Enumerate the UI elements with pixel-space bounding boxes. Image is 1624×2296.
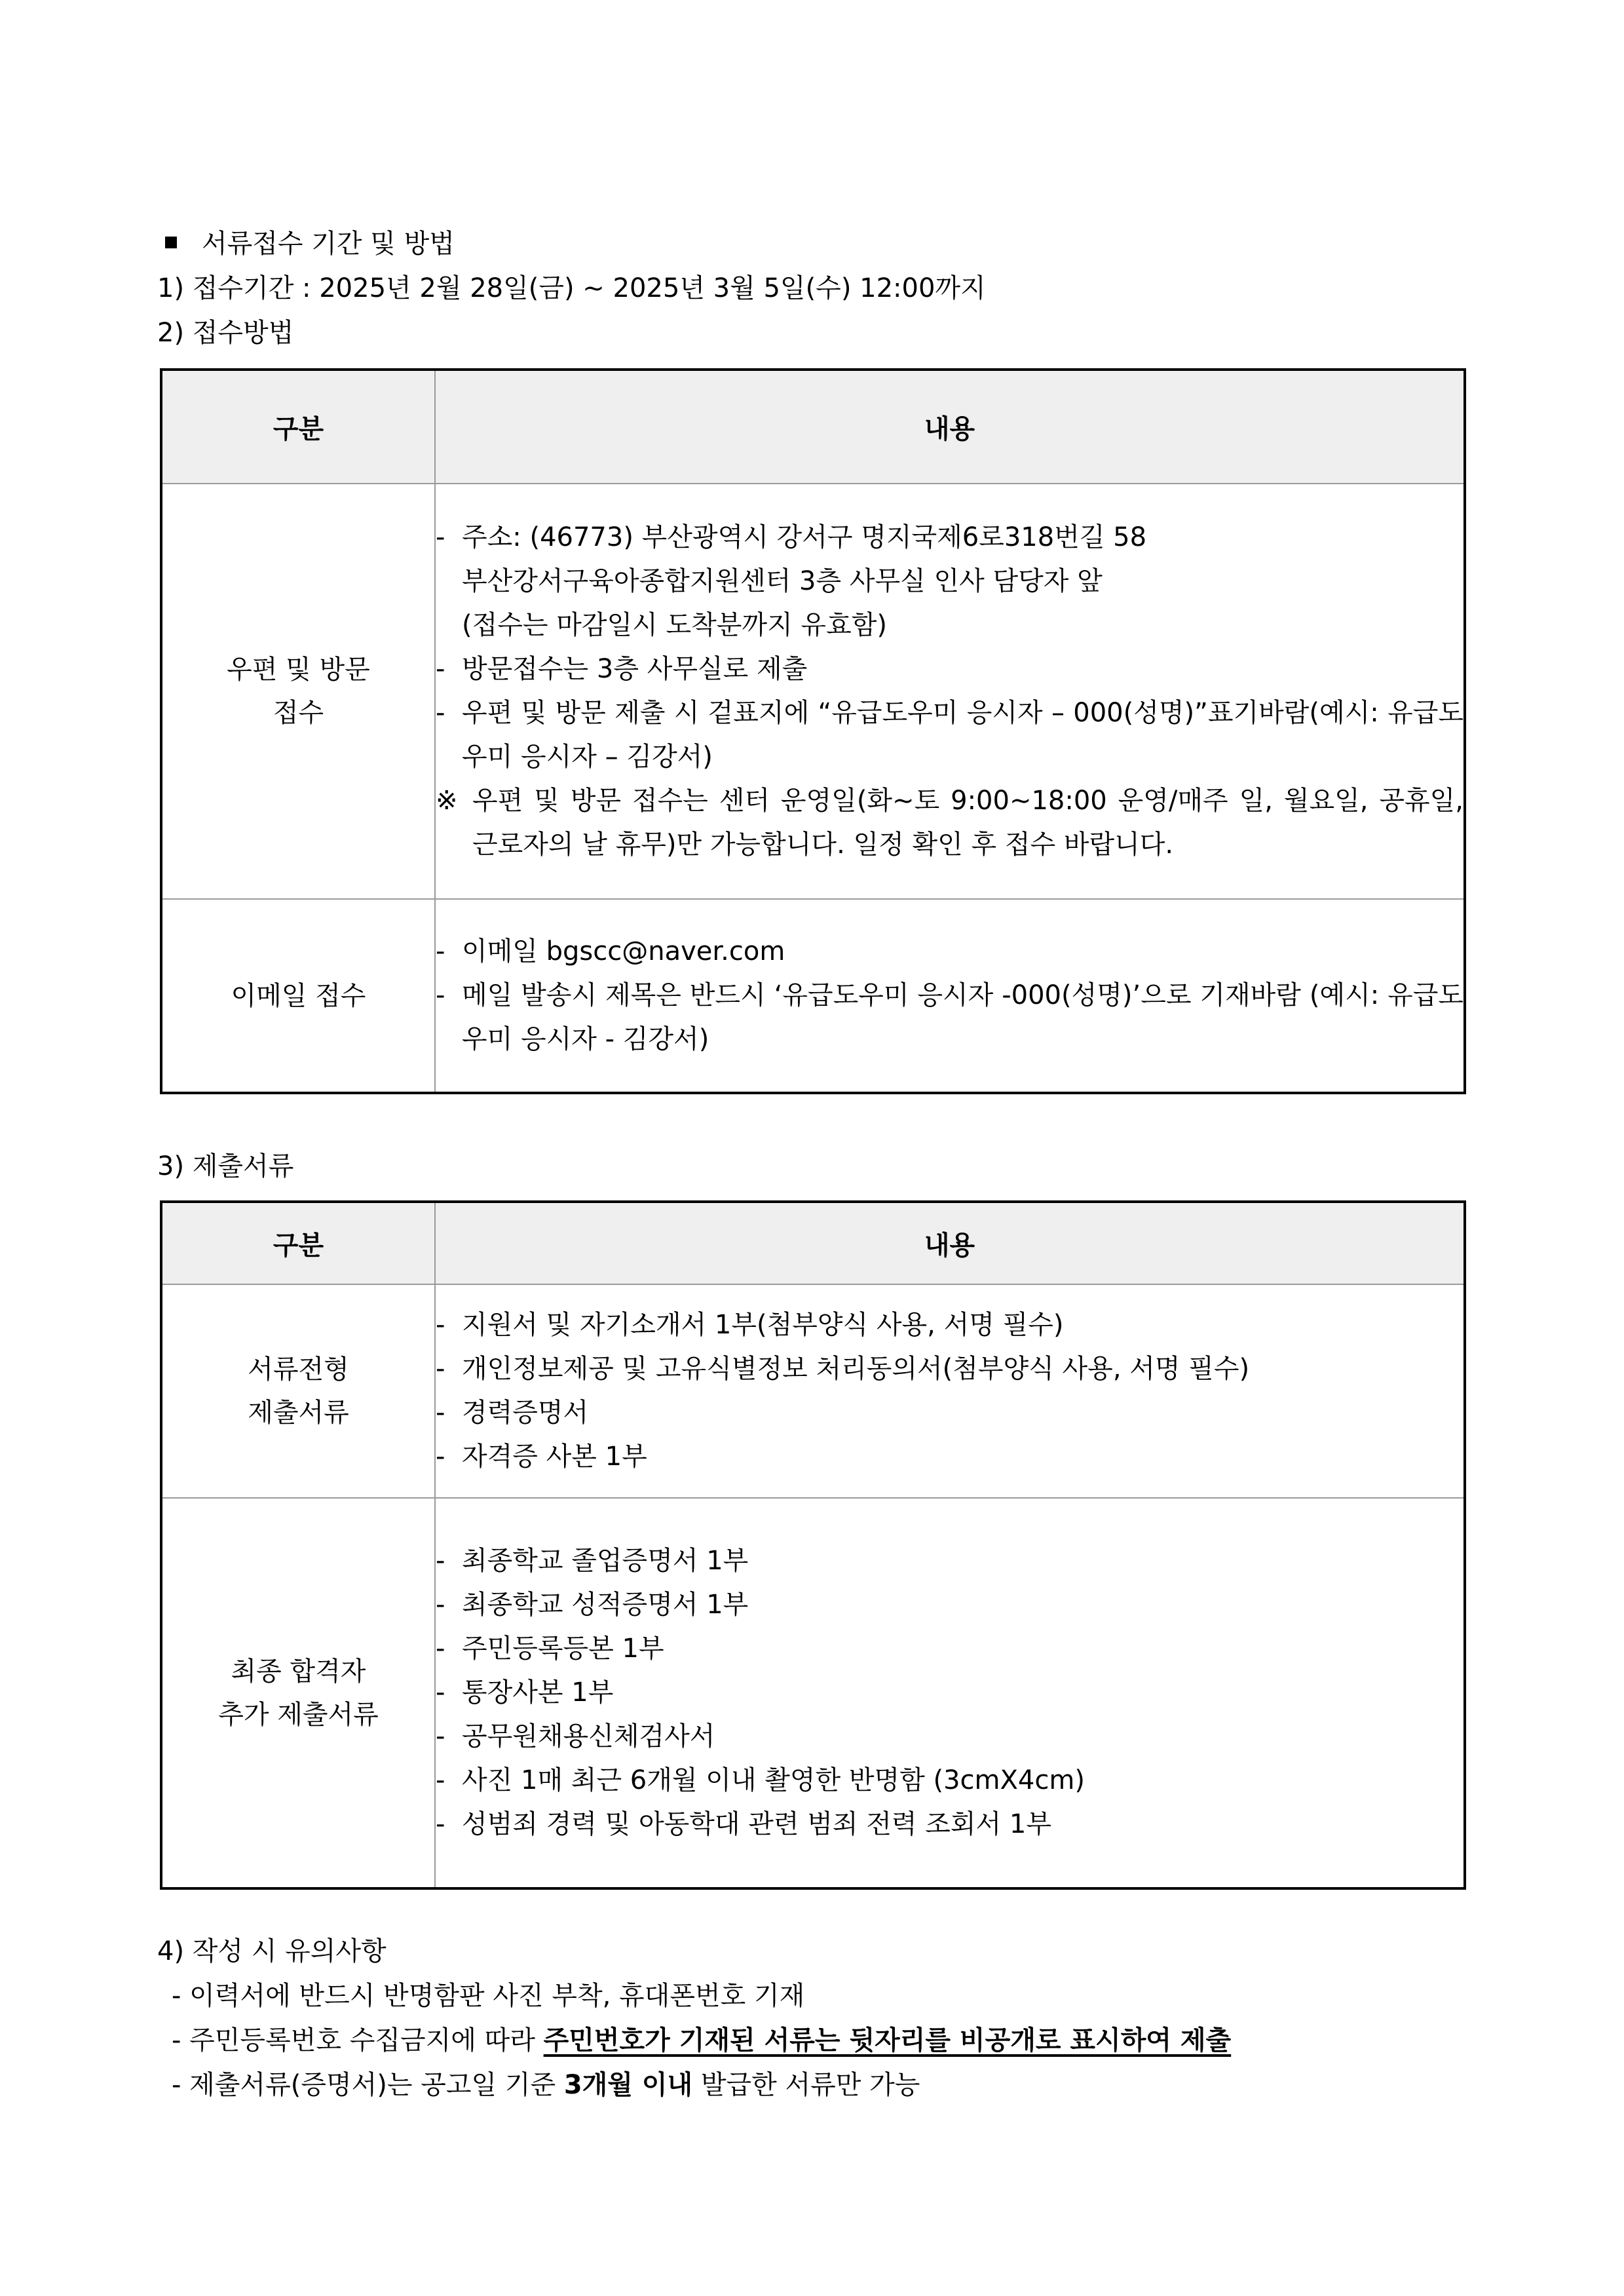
caution-item-validity: - 제출서류(증명서)는 공고일 기준 3개월 이내 발급한 서류만 가능 [172,2070,920,2100]
list-item: - 개인정보제공 및 고유식별정보 처리동의서(첨부양식 사용, 서명 필수) [436,1354,1250,1384]
list-item: - 최종학교 졸업증명서 1부 [436,1546,749,1576]
header-col-content: 내용 [435,370,1465,484]
emphasis-text: 주민번호가 기재된 서류는 뒷자리를 비공개로 표시하여 제출 [543,2025,1232,2056]
method-table [160,368,1466,1094]
row-content-post-visit [435,484,1465,899]
address-note: (접수는 마감일시 도착분까지 유효함) [462,610,887,640]
list-item: - 메일 발송시 제목은 반드시 ‘유급도우미 응시자 -000(성명)’으로 기재바람 (예시: 유급도우미 응시자 - 김강서) [436,980,1463,1054]
list-item: - 통장사본 1부 [436,1677,614,1708]
row-content-final [435,1498,1465,1888]
header-col-category: 구분 [161,1202,435,1284]
row-label-line1: 이메일 접수 [231,980,366,1011]
table-row-email [161,899,1465,1093]
header-col-category: 구분 [161,370,435,484]
row-label-line2: 제출서류 [248,1398,349,1428]
list-item: - 방문접수는 3층 사무실로 제출 [436,654,808,684]
list-item: - 이메일 bgscc@naver.com [436,936,785,966]
period-line: 1) 접수기간 : 2025년 2월 28일(금) ~ 2025년 3월 5일(수) 12:00까지 [157,273,986,303]
list-item: - 주민등록등본 1부 [436,1634,664,1664]
section-title [157,231,455,257]
list-item: - 주소: (46773) 부산광역시 강서구 명지국제6로318번길 58 [436,522,1147,552]
documents-table-header [161,1202,1465,1284]
emphasis-text: 3개월 이내 [563,2070,693,2100]
row-label-line1: 우편 및 방문 [227,655,370,685]
row-label-screening [161,1284,435,1498]
list-item: - 경력증명서 [436,1398,589,1428]
address-line: 부산강서구육아종합지원센터 3층 사무실 인사 담당자 앞 [462,566,1103,596]
reference-mark-icon: ※ [436,786,458,816]
row-label-line1: 서류전형 [248,1354,349,1385]
row-label-line2: 추가 제출서류 [218,1699,379,1730]
header-col-content: 내용 [435,1202,1465,1284]
row-label-post-visit [161,484,435,899]
documents-heading: 3) 제출서류 [157,1151,294,1181]
table-row-final-docs [161,1498,1465,1888]
list-item: - 성범죄 경력 및 아동학대 관련 범죄 전력 조회서 1부 [436,1809,1051,1839]
documents-table [160,1200,1466,1890]
square-bullet-icon [165,237,177,248]
row-label-email [161,899,435,1093]
table-row-screening-docs [161,1284,1465,1498]
list-item: - 공무원채용신체검사서 [436,1721,715,1751]
table-row-post-visit [161,484,1465,899]
row-label-final [161,1498,435,1888]
list-item: - 최종학교 성적증명서 1부 [436,1590,749,1620]
row-label-line1: 최종 합격자 [231,1656,366,1687]
method-table-header [161,370,1465,484]
row-content-email [435,899,1465,1093]
caution-item-resident-number: - 주민등록번호 수집금지에 따라 주민번호가 기재된 서류는 뒷자리를 비공개로 표시하여 제출 [172,2025,1232,2056]
list-item: - 사진 1매 최근 6개월 이내 촬영한 반명함 (3cmX4cm) [436,1765,1085,1795]
row-content-screening [435,1284,1465,1498]
row-label-line2: 접수 [273,698,324,728]
cautions-heading: 4) 작성 시 유의사항 [157,1936,387,1966]
reference-note: ※ 우편 및 방문 접수는 센터 운영일(화~토 9:00~18:00 운영/매주 일, 월요일, 공휴일, 근로자의 날 휴무)만 가능합니다. 일정 확인 후 접수 바랍니다. [436,779,1463,867]
list-item: - 지원서 및 자기소개서 1부(첨부양식 사용, 서명 필수) [436,1310,1064,1340]
caution-item-photo: - 이력서에 반드시 반명함판 사진 부착, 휴대폰번호 기재 [172,1981,805,2011]
list-item: - 자격증 사본 1부 [436,1442,647,1472]
list-item: - 우편 및 방문 제출 시 겉표지에 “유급도우미 응시자 – 000(성명)”표기바람(예시: 유급도우미 응시자 – 김강서) [436,698,1463,772]
section-title-text: 서류접수 기간 및 방법 [202,229,455,259]
method-heading: 2) 접수방법 [157,318,294,348]
